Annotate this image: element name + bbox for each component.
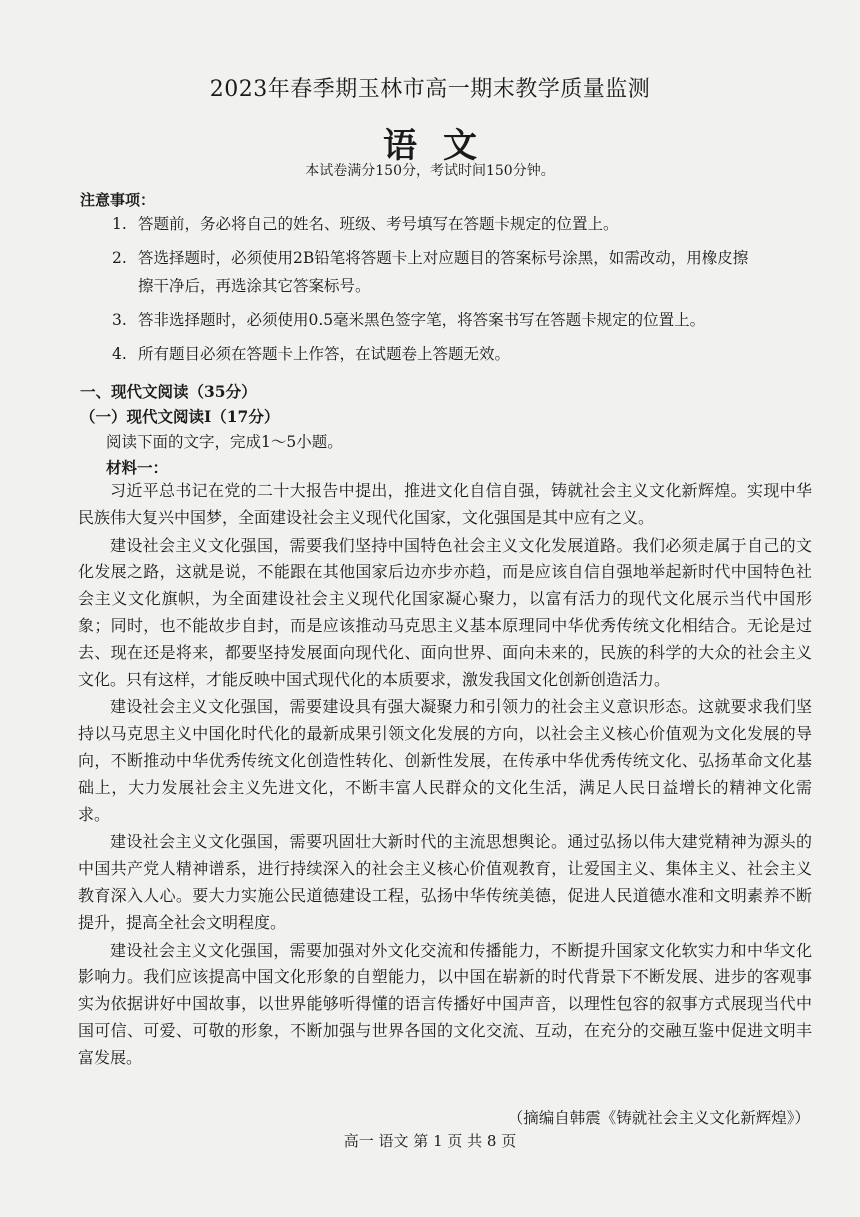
paragraph: 建设社会主义文化强国，需要加强对外文化交流和传播能力，不断提升国家文化软实力和中华文化影响力。我们应该提高中国文化形象的自塑能力，以中国在崭新的时代背景下不断发展、进步的客观事实为依据讲好中国故事，以世界能够听得懂的语言传播好中国声音，以理性包容的叙事方式展现当代中国可信、可爱、可敬的形象，不断加强与世界各国的文化交流、互动，在充分的交融互鉴中促进文明丰富发展。 bbox=[78, 940, 812, 1067]
paragraph: 习近平总书记在党的二十大报告中提出，推进文化自信自强，铸就社会主义文化新辉煌。实现中华民族伟大复兴中国梦，全面建设社会主义现代化国家，文化强国是其中应有之义。 bbox=[78, 481, 812, 527]
notice-item-number: 3. bbox=[112, 311, 127, 329]
material-label: 材料一： bbox=[106, 458, 169, 477]
exam-info: 本试卷满分150分，考试时间150分钟。 bbox=[305, 163, 555, 179]
notice-item-number: 4. bbox=[112, 345, 127, 363]
paragraph: 建设社会主义文化强国，需要我们坚持中国特色社会主义文化发展道路。我们必须走属于自己的文化发展之路，这就是说，不能跟在其他国家后边亦步亦趋，而是应该自信自强地举起新时代中国特色社会主义文化旗帜，为全面建设社会主义现代化国家凝心聚力，以富有活力的现代文化展示当代中国形象；同时，也不能故步自封，而是应该推动马克思主义基本原理同中华优秀传统文化相结合。无论是过去、现在还是将来，都要坚持发展面向现代化、面向世界、面向未来的，民族的科学的大众的社会主义文化。只有这样，才能反映中国式现代化的本质要求，激发我国文化创新创造活力。 bbox=[78, 535, 812, 689]
page-footer: 高一 语文 第 1 页 共 8 页 bbox=[343, 1132, 517, 1150]
notice-item bbox=[112, 210, 812, 238]
exam-title: 2023年春季期玉林市高一期末教学质量监测 bbox=[209, 77, 651, 102]
notice-item-text-continued: 擦干净后，再选涂其它答案标号。 bbox=[138, 277, 371, 295]
subject-title: 语文 bbox=[383, 126, 503, 166]
notice-list bbox=[112, 210, 812, 374]
material-body bbox=[78, 478, 812, 1073]
notice-item-text: 所有题目必须在答题卡上作答，在试题卷上答题无效。 bbox=[138, 345, 511, 363]
notice-item-number: 2. bbox=[112, 249, 127, 267]
reading-instruction: 阅读下面的文字，完成1～5小题。 bbox=[106, 433, 343, 451]
notice-heading: 注意事项： bbox=[80, 191, 156, 209]
paragraph: 建设社会主义文化强国，需要巩固壮大新时代的主流思想舆论。通过弘扬以伟大建党精神为源头的中国共产党人精神谱系，进行持续深入的社会主义核心价值观教育，让爱国主义、集体主义、社会主义教育深入人心。要大力实施公民道德建设工程，弘扬中华传统美德，促进人民道德水准和文明素养不断提升，提高全社会文明程度。 bbox=[78, 832, 812, 932]
notice-item-text: 答题前，务必将自己的姓名、班级、考号填写在答题卡规定的位置上。 bbox=[138, 215, 619, 233]
notice-item-number: 1. bbox=[112, 215, 127, 233]
section-heading: 一、现代文阅读（35分） bbox=[80, 382, 257, 401]
notice-item bbox=[112, 340, 812, 368]
paragraph: 建设社会主义文化强国，需要建设具有强大凝聚力和引领力的社会主义意识形态。这就要求我们坚持以马克思主义中国化时代化的最新成果引领文化发展的方向，以社会主义核心价值观为文化发展的导向，不断推动中华优秀传统文化创造性转化、创新性发展，在传承中华优秀传统文化、弘扬革命文化基础上，大力发展社会主义先进文化，不断丰富人民群众的文化生活，满足人民日益增长的精神文化需求。 bbox=[78, 697, 812, 824]
notice-item bbox=[112, 244, 812, 300]
source-citation: （摘编自韩震《铸就社会主义文化新辉煌》） bbox=[507, 1109, 810, 1127]
notice-item-text: 答选择题时，必须使用2B铅笔将答题卡上对应题目的答案标号涂黑，如需改动，用橡皮擦 bbox=[138, 249, 749, 267]
subsection-heading: （一）现代文阅读Ⅰ（17分） bbox=[80, 407, 280, 426]
notice-item-text: 答非选择题时，必须使用0.5毫米黑色签字笔，将答案书写在答题卡规定的位置上。 bbox=[138, 311, 706, 329]
notice-item bbox=[112, 306, 812, 334]
